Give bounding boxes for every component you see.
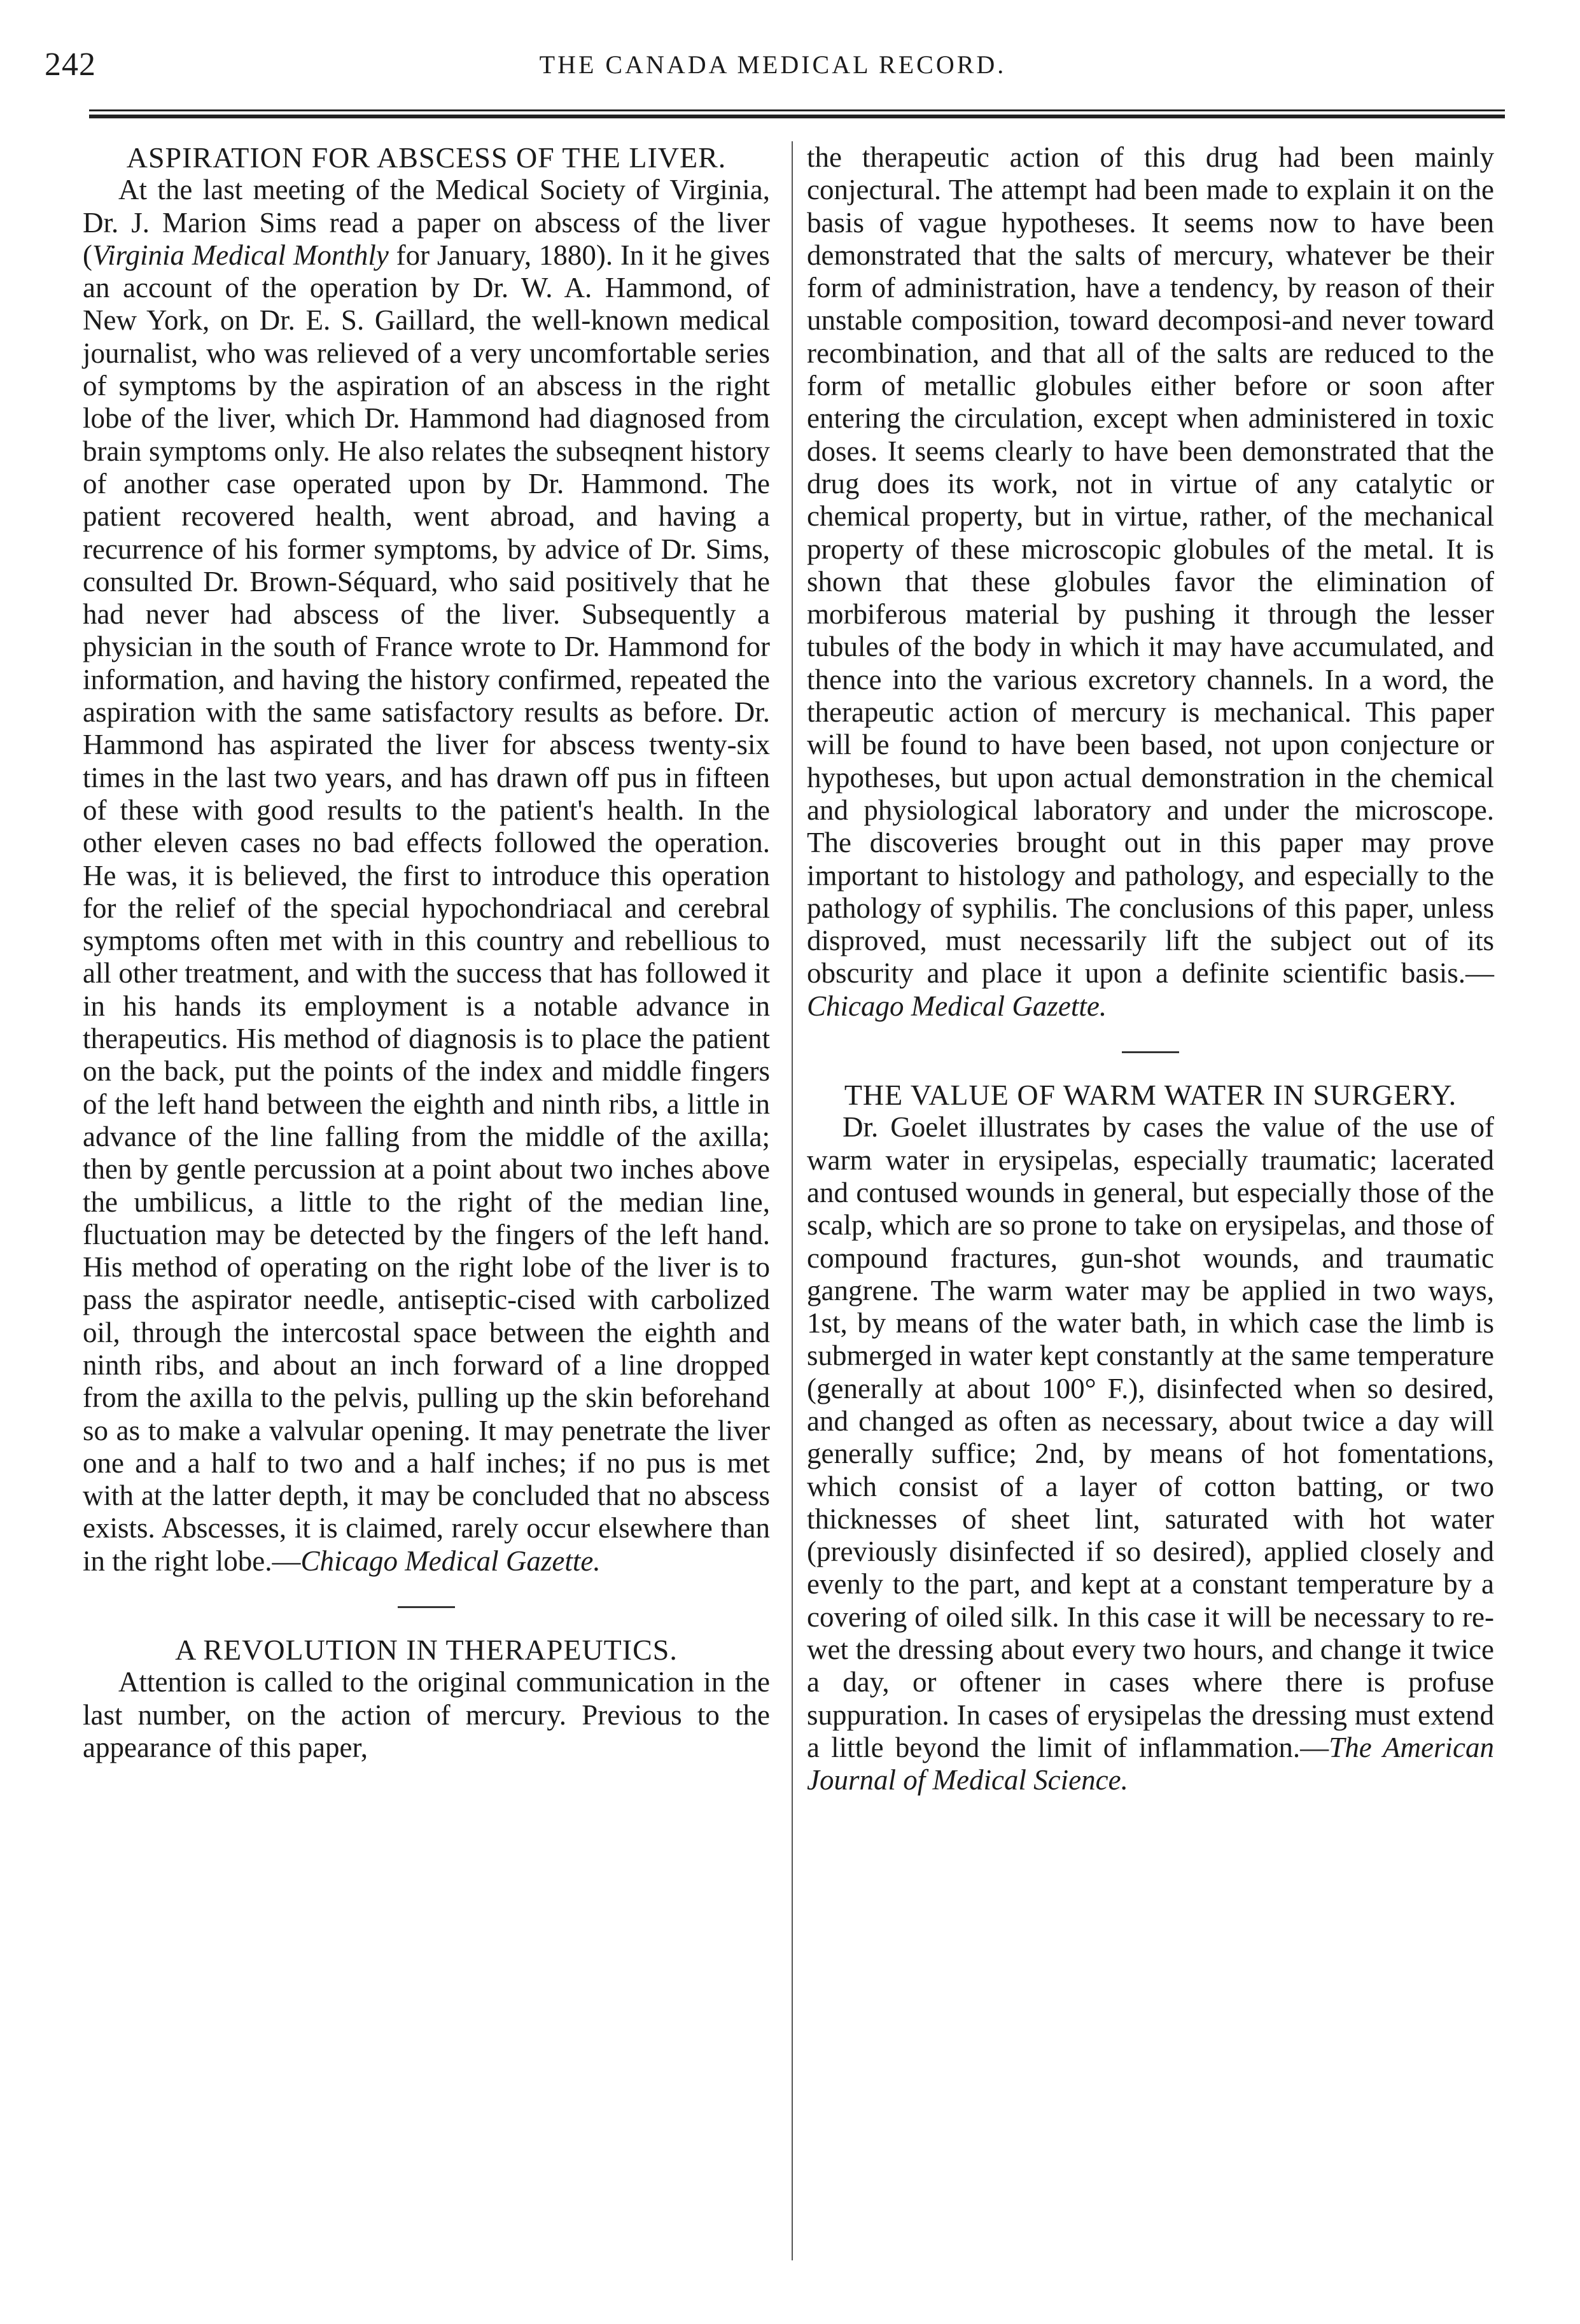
- page-number: 242: [45, 46, 96, 83]
- article-title-warm-water: THE VALUE OF WARM WATER IN SURGERY.: [844, 1079, 1457, 1112]
- running-head: [39, 46, 1506, 84]
- journal-title: THE CANADA MEDICAL RECORD.: [539, 50, 1007, 79]
- liver-text-a: At the last meeting of the Medical Society of Virginia, Dr. J. Marion Sims read a paper on abscess of the liver (: [83, 174, 770, 271]
- article-separator-right: [1122, 1051, 1179, 1053]
- article-body-liver: [83, 174, 770, 1578]
- warm-water-source: The American Journal of Medical Science.: [807, 1731, 1494, 1796]
- revolution-text-b: the therapeutic action of this drug had been mainly conjectural. The attempt had been made to explain it on the basis of vague hypotheses. It seems now to have been demonstrated that the salts of mercury, whatever be their form of administration, have a tendency, by reason of their unstable composition, toward decomposi-and never toward recombination, and that all of the salts are reduced to the form of metallic globules either before or soon after entering the circulation, except when administered in toxic doses. It seems clearly to have been demonstrated that the drug does its work, not in virtue of any catalytic or chemical property, but in virtue, rather, of the mechanical property of these microscopic globules of the metal. It is shown that these globules favor the elimination of morbiferous material by pushing it through the lesser tubules of the body in which it may have accumulated, and thence into the various excretory channels. In a word, the therapeutic action of mercury is mechanical. This paper will be found to have been based, not upon conjecture or hypotheses, but upon actual demonstration in the chemical and physiological laboratory and under the microscope. The discoveries brought out in this paper may prove important to histology and pathology, and especially to the pathology of syphilis. The conclusions of this paper, unless disproved, must necessarily lift the subject out of its obscurity and place it upon a definite scientific basis.—: [807, 141, 1494, 990]
- column-divider: [792, 141, 793, 2260]
- liver-text-b: for January, 1880). In it he gives an account of the operation by Dr. W. A. Hammond, of New York, on Dr. E. S. Gaillard, the well-known medical journalist, who was relieved of a very uncomfortable series of symptoms by the aspiration of an abscess in the right lobe of the liver, which Dr. Hammond had diagnosed from brain symptoms only. He also relates the subseqnent history of another case operated upon by Dr. Hammond. The patient recovered health, went abroad, and having a recurrence of his former symptoms, by advice of Dr. Sims, consulted Dr. Brown-Séquard, who said positively that he had never had abscess of the liver. Subsequently a physician in the south of France wrote to Dr. Hammond for information, and having the history confirmed, repeated the aspiration with the same satisfactory results as before. Dr. Hammond has aspirated the liver for abscess twenty-six times in the last two years, and has drawn off pus in fifteen of these with good results to the patient's health. In the other eleven cases no bad effects followed the operation. He was, it is believed, the first to introduce this operation for the relief of the special hypochondriacal and cerebral symptoms often met with in this country and rebellious to all other treatment, and with the success that has followed it in his hands its employment is a notable advance in therapeutics. His method of diagnosis is to place the patient on the back, put the points of the index and middle fingers of the left hand between the eighth and ninth ribs, a little in advance of the line falling from the middle of the axilla; then by gentle percussion at a point about two inches above the umbilicus, a little to the right of the median line, fluctuation may be detected by the fingers of the left hand. His method of operating on the right lobe of the liver is to pass the aspirator needle, antiseptic-cised with carbolized oil, through the intercostal space between the eighth and ninth ribs, and about an inch forward of a line dropped from the axilla to the pelvis, pulling up the skin beforehand so as to make a valvular opening. It may penetrate the liver one and a half to two and a half inches; if no pus is met with at the latter depth, it may be concluded that no abscess exists. Abscesses, it is claimed, rarely occur elsewhere than in the right lobe.—: [83, 239, 770, 1577]
- liver-citation: Virginia Medical Monthly: [92, 239, 389, 271]
- header-rule-thin: [89, 109, 1505, 111]
- article-body-revolution-part2: [807, 141, 1494, 1023]
- article-body-warm-water: [807, 1111, 1494, 1796]
- left-column: [83, 141, 770, 1764]
- liver-source: Chicago Medical Gazette.: [300, 1544, 601, 1577]
- header-rule-thick: [89, 115, 1505, 118]
- article-separator: [398, 1606, 455, 1608]
- revolution-source: Chicago Medical Gazette.: [807, 990, 1107, 1022]
- right-column: [807, 141, 1494, 1797]
- warm-water-text: Dr. Goelet illustrates by cases the value of the use of warm water in erysipelas, especially traumatic; lacerated and contused wounds in general, but especially those of the scalp, which are so prone to take on erysipelas, and those of compound fractures, gun-shot wounds, and traumatic gangrene. The warm water may be applied in two ways, 1st, by means of the water bath, in which case the limb is submerged in water kept constantly at the same temperature (generally at about 100° F.), disinfected when so desired, and changed as often as necessary, about twice a day will generally suffice; 2nd, by means of hot fomentations, which consist of a layer of cotton batting, or two thicknesses of sheet lint, saturated with hot water (previously disinfected if so desired), applied closely and evenly to the part, and kept at a constant temperature by a covering of oiled silk. In this case it will be necessary to re-wet the dressing about every two hours, and change it twice a day, or oftener in cases where there is profuse suppuration. In cases of erysipelas the dressing must extend a little beyond the limit of inflammation.—: [807, 1111, 1494, 1763]
- article-title-revolution: A REVOLUTION IN THERAPEUTICS.: [175, 1634, 678, 1667]
- article-body-revolution-part1: Attention is called to the original communication in the last number, on the action of mercury. Previous to the appearance of this paper,: [83, 1666, 770, 1763]
- article-title-liver: ASPIRATION FOR ABSCESS OF THE LIVER.: [126, 141, 727, 174]
